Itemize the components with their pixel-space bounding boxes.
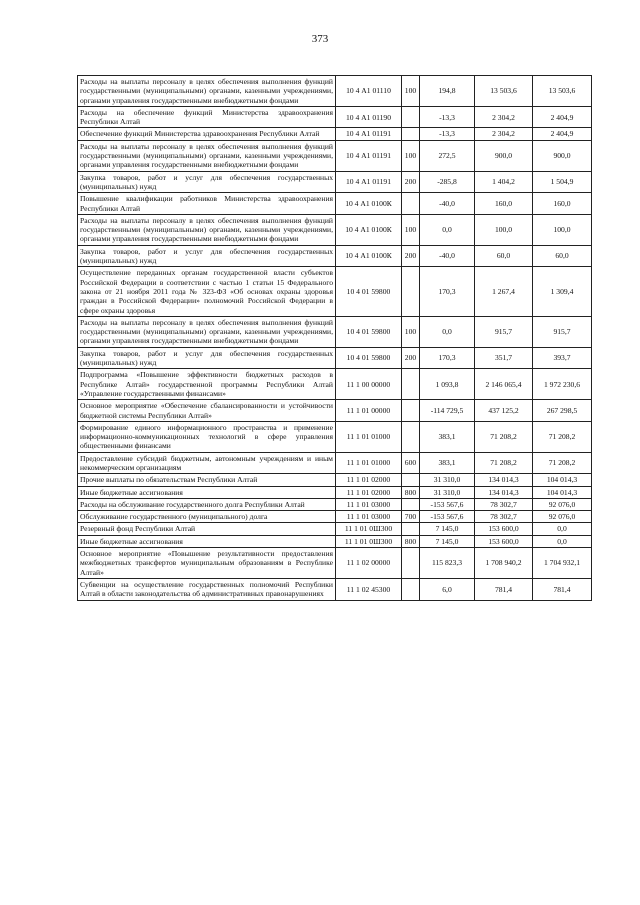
row-amount-year-2: 1 972 230,6 [533, 369, 592, 400]
row-amount-year-2: 104 014,3 [533, 474, 592, 486]
row-amount-year-1: 134 014,3 [475, 486, 533, 498]
row-expense-type [402, 193, 420, 215]
row-amount-year-2: 781,4 [533, 578, 592, 600]
row-code: 11 1 01 03000 [336, 498, 402, 510]
row-code: 11 1 01 0Ш300 [336, 535, 402, 547]
row-change-amount: 194,8 [420, 76, 475, 107]
row-amount-year-1: 153 600,0 [475, 535, 533, 547]
table-row [78, 76, 592, 107]
row-amount-year-2: 100,0 [533, 214, 592, 245]
row-amount-year-2: 71 208,2 [533, 452, 592, 474]
table-row [78, 486, 592, 498]
row-amount-year-1: 781,4 [475, 578, 533, 600]
row-amount-year-1: 1 267,4 [475, 267, 533, 316]
row-expense-type [402, 578, 420, 600]
table-row [78, 128, 592, 140]
row-code: 10 4 А1 01191 [336, 140, 402, 171]
row-code: 11 1 01 02000 [336, 474, 402, 486]
row-expense-type: 100 [402, 316, 420, 347]
row-amount-year-1: 78 302,7 [475, 498, 533, 510]
row-amount-year-1: 2 304,2 [475, 106, 533, 128]
row-name: Формирование единого информационного пространства и применение информационно-коммуникационных технологий в сфере управления общественными финансами [78, 421, 336, 452]
row-expense-type: 700 [402, 511, 420, 523]
row-change-amount: 170,3 [420, 347, 475, 369]
row-name: Закупка товаров, работ и услуг для обеспечения государственных (муниципальных) нужд [78, 171, 336, 193]
row-code: 11 1 01 0Ш300 [336, 523, 402, 535]
row-change-amount: -40,0 [420, 245, 475, 267]
row-expense-type [402, 106, 420, 128]
row-name: Подпрограмма «Повышение эффективности бюджетных расходов в Республике Алтай» государственной программы Республики Алтай «Управление государственными финансами» [78, 369, 336, 400]
table-row [78, 267, 592, 316]
row-amount-year-1: 78 302,7 [475, 511, 533, 523]
row-expense-type: 800 [402, 486, 420, 498]
table-row [78, 421, 592, 452]
row-amount-year-2: 2 404,9 [533, 106, 592, 128]
row-expense-type [402, 369, 420, 400]
row-name: Иные бюджетные ассигнования [78, 535, 336, 547]
row-expense-type [402, 548, 420, 579]
row-amount-year-2: 13 503,6 [533, 76, 592, 107]
row-amount-year-2: 1 504,9 [533, 171, 592, 193]
row-amount-year-2: 160,0 [533, 193, 592, 215]
row-code: 10 4 А1 01191 [336, 128, 402, 140]
table-row [78, 214, 592, 245]
row-amount-year-1: 915,7 [475, 316, 533, 347]
row-name: Основное мероприятие «Обеспечение сбалансированности и устойчивости бюджетной системы Республики Алтай» [78, 400, 336, 422]
table-row [78, 106, 592, 128]
row-change-amount: -153 567,6 [420, 498, 475, 510]
row-amount-year-2: 915,7 [533, 316, 592, 347]
row-expense-type: 100 [402, 76, 420, 107]
row-name: Повышение квалификации работников Министерства здравоохранения Республики Алтай [78, 193, 336, 215]
row-amount-year-1: 13 503,6 [475, 76, 533, 107]
row-amount-year-2: 267 298,5 [533, 400, 592, 422]
row-change-amount: 31 310,0 [420, 486, 475, 498]
row-code: 10 4 А1 0100К [336, 214, 402, 245]
row-code: 11 1 02 45300 [336, 578, 402, 600]
row-amount-year-1: 71 208,2 [475, 452, 533, 474]
row-expense-type: 200 [402, 347, 420, 369]
row-code: 11 1 02 00000 [336, 548, 402, 579]
row-amount-year-2: 60,0 [533, 245, 592, 267]
row-amount-year-1: 437 125,2 [475, 400, 533, 422]
row-amount-year-1: 1 708 940,2 [475, 548, 533, 579]
table-row [78, 474, 592, 486]
row-change-amount: -285,8 [420, 171, 475, 193]
row-expense-type: 100 [402, 140, 420, 171]
page-number: 373 [311, 33, 329, 45]
row-amount-year-1: 71 208,2 [475, 421, 533, 452]
table-row [78, 193, 592, 215]
row-amount-year-2: 2 404,9 [533, 128, 592, 140]
row-name: Закупка товаров, работ и услуг для обеспечения государственных (муниципальных) нужд [78, 347, 336, 369]
row-name: Обеспечение функций Министерства здравоохранения Республики Алтай [78, 128, 336, 140]
row-amount-year-1: 153 600,0 [475, 523, 533, 535]
row-change-amount: 6,0 [420, 578, 475, 600]
row-amount-year-1: 351,7 [475, 347, 533, 369]
row-change-amount: 31 310,0 [420, 474, 475, 486]
budget-table [77, 75, 592, 601]
row-name: Расходы на обслуживание государственного долга Республики Алтай [78, 498, 336, 510]
row-code: 10 4 А1 01191 [336, 171, 402, 193]
row-change-amount: -13,3 [420, 106, 475, 128]
row-code: 11 1 01 00000 [336, 400, 402, 422]
row-name: Предоставление субсидий бюджетным, автономным учреждениям и иным некоммерческим организациям [78, 452, 336, 474]
row-code: 10 4 А1 0100К [336, 245, 402, 267]
row-code: 10 4 А1 0100К [336, 193, 402, 215]
row-code: 10 4 01 59800 [336, 347, 402, 369]
table-row [78, 347, 592, 369]
row-amount-year-2: 900,0 [533, 140, 592, 171]
row-name: Резервный фонд Республики Алтай [78, 523, 336, 535]
row-expense-type: 600 [402, 452, 420, 474]
row-amount-year-1: 134 014,3 [475, 474, 533, 486]
table-row [78, 245, 592, 267]
row-code: 10 4 А1 01190 [336, 106, 402, 128]
row-change-amount: 0,0 [420, 316, 475, 347]
row-code: 11 1 01 02000 [336, 486, 402, 498]
row-change-amount: -40,0 [420, 193, 475, 215]
row-expense-type: 100 [402, 214, 420, 245]
row-amount-year-2: 1 309,4 [533, 267, 592, 316]
row-amount-year-2: 0,0 [533, 535, 592, 547]
table-row [78, 452, 592, 474]
row-expense-type [402, 523, 420, 535]
row-expense-type: 200 [402, 171, 420, 193]
row-code: 11 1 01 03000 [336, 511, 402, 523]
row-amount-year-2: 92 076,0 [533, 511, 592, 523]
row-amount-year-1: 2 304,2 [475, 128, 533, 140]
row-amount-year-2: 71 208,2 [533, 421, 592, 452]
row-name: Основное мероприятие «Повышение результативности предоставления межбюджетных трансфертов муниципальным образованиям в Республике Алтай» [78, 548, 336, 579]
table-row [78, 140, 592, 171]
row-change-amount: 272,5 [420, 140, 475, 171]
row-expense-type: 800 [402, 535, 420, 547]
row-expense-type [402, 267, 420, 316]
row-expense-type [402, 498, 420, 510]
row-amount-year-2: 0,0 [533, 523, 592, 535]
table-row [78, 523, 592, 535]
row-expense-type [402, 128, 420, 140]
row-name: Расходы на выплаты персоналу в целях обеспечения выполнения функций государственными (муниципальными) органами, казенными учреждениями, органами управления государственными внебюджетными фондами [78, 316, 336, 347]
row-amount-year-1: 1 404,2 [475, 171, 533, 193]
row-amount-year-2: 92 076,0 [533, 498, 592, 510]
table-row [78, 535, 592, 547]
row-name: Расходы на выплаты персоналу в целях обеспечения выполнения функций государственными (муниципальными) органами, казенными учреждениями, органами управления государственными внебюджетными фондами [78, 76, 336, 107]
table-row [78, 511, 592, 523]
row-change-amount: -114 729,5 [420, 400, 475, 422]
row-name: Расходы на выплаты персоналу в целях обеспечения выполнения функций государственными (муниципальными) органами, казенными учреждениями, органами управления государственными внебюджетными фондами [78, 214, 336, 245]
row-amount-year-1: 100,0 [475, 214, 533, 245]
table-row [78, 400, 592, 422]
row-change-amount: 170,3 [420, 267, 475, 316]
row-name: Закупка товаров, работ и услуг для обеспечения государственных (муниципальных) нужд [78, 245, 336, 267]
table-row [78, 369, 592, 400]
row-amount-year-1: 2 146 065,4 [475, 369, 533, 400]
row-amount-year-2: 393,7 [533, 347, 592, 369]
row-expense-type [402, 421, 420, 452]
table-row [78, 578, 592, 600]
row-name: Расходы на обеспечение функций Министерства здравоохранения Республики Алтай [78, 106, 336, 128]
row-change-amount: 383,1 [420, 452, 475, 474]
row-amount-year-2: 104 014,3 [533, 486, 592, 498]
table-row [78, 171, 592, 193]
table-row [78, 498, 592, 510]
row-expense-type [402, 400, 420, 422]
row-change-amount: 7 145,0 [420, 523, 475, 535]
row-code: 10 4 А1 01110 [336, 76, 402, 107]
row-change-amount: 115 823,3 [420, 548, 475, 579]
row-name: Расходы на выплаты персоналу в целях обеспечения выполнения функций государственными (муниципальными) органами, казенными учреждениями, органами управления государственными внебюджетными фондами [78, 140, 336, 171]
row-amount-year-1: 60,0 [475, 245, 533, 267]
row-change-amount: 1 093,8 [420, 369, 475, 400]
row-change-amount: 383,1 [420, 421, 475, 452]
table-row [78, 316, 592, 347]
row-amount-year-1: 160,0 [475, 193, 533, 215]
row-name: Обслуживание государственного (муниципального) долга [78, 511, 336, 523]
row-expense-type [402, 474, 420, 486]
row-code: 10 4 01 59800 [336, 267, 402, 316]
row-code: 10 4 01 59800 [336, 316, 402, 347]
row-name: Субвенции на осуществление государственных полномочий Республики Алтай в области законодательства об административных правонарушениях [78, 578, 336, 600]
table-row [78, 548, 592, 579]
row-code: 11 1 00 00000 [336, 369, 402, 400]
row-change-amount: 0,0 [420, 214, 475, 245]
row-name: Осуществление переданных органам государственной власти субъектов Российской Федерации в соответствии с частью 1 статьи 15 Федерального закона от 21 ноября 2011 года № 323-ФЗ «Об основах охраны здоровья граждан в Российской Федерации» полномочий Российской Федерации в сфере охраны здоровья [78, 267, 336, 316]
row-amount-year-2: 1 704 932,1 [533, 548, 592, 579]
row-code: 11 1 01 01000 [336, 421, 402, 452]
row-amount-year-1: 900,0 [475, 140, 533, 171]
row-change-amount: -153 567,6 [420, 511, 475, 523]
row-change-amount: 7 145,0 [420, 535, 475, 547]
row-name: Прочие выплаты по обязательствам Республики Алтай [78, 474, 336, 486]
row-expense-type: 200 [402, 245, 420, 267]
row-name: Иные бюджетные ассигнования [78, 486, 336, 498]
row-code: 11 1 01 01000 [336, 452, 402, 474]
row-change-amount: -13,3 [420, 128, 475, 140]
